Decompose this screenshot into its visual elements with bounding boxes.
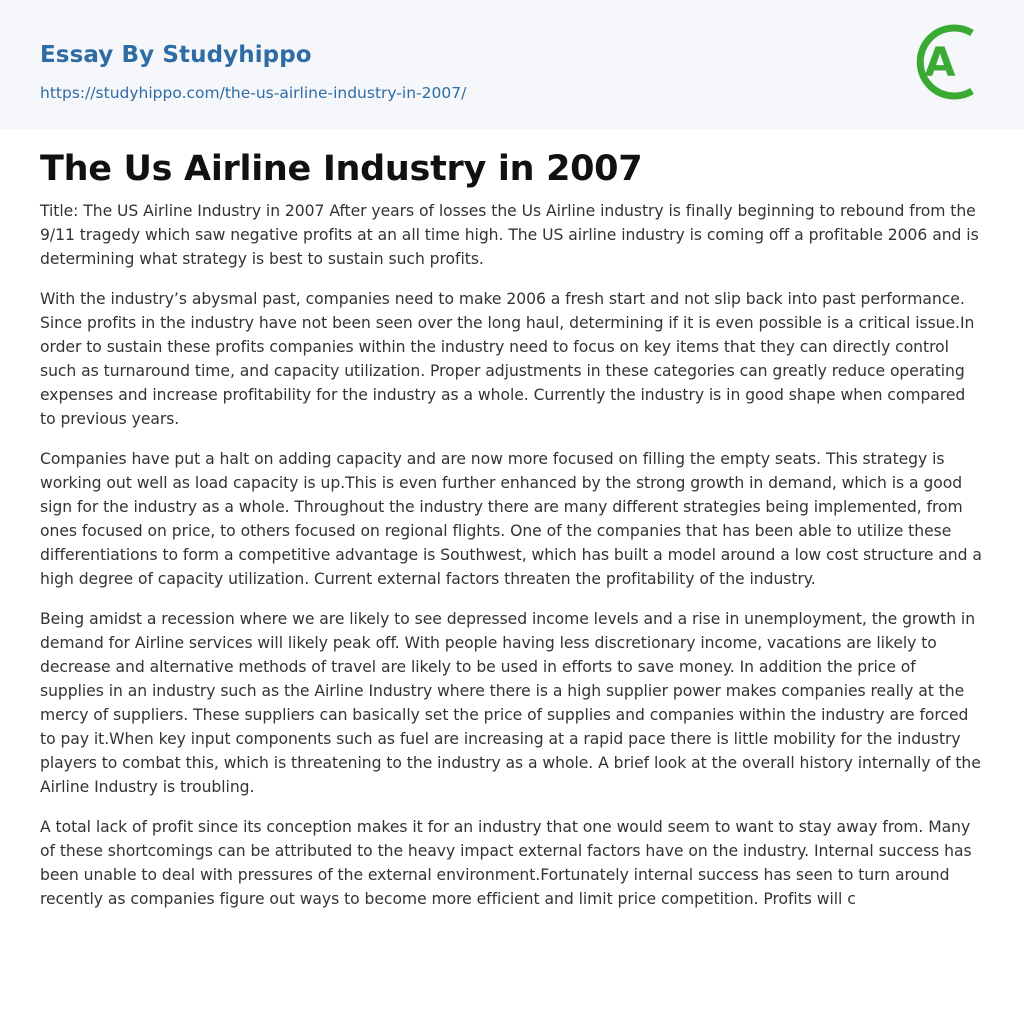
article-title: The Us Airline Industry in 2007 (40, 149, 643, 189)
paragraph: A total lack of profit since its conception makes it for an industry that one would seem to want to stay away from. Many of these shortcomings can be attributed to the heavy impact external factors have on the industry. Internal success has been unable to deal with pressures of the external environment.Fortunately internal success has seen to turn around recently as companies figure out ways to become more efficient and limit price competition. Profits will c (40, 818, 972, 908)
paragraph: With the industry’s abysmal past, companies need to make 2006 a fresh start and not slip back into past performance. Since profits in the industry have not been seen over the long haul, determining if it is even possible is a critical issue.In order to sustain these profits companies within the industry need to focus on key items that they can directly control such as turnaround time, and capacity utilization. Proper adjustments in these categories can greatly reduce operating expenses and increase profitability for the industry as a whole. Currently the industry is in good shape when compared to previous years. (40, 290, 975, 428)
studyhippo-logo-icon[interactable] (912, 19, 986, 105)
brand-title[interactable]: Essay By Studyhippo (40, 42, 312, 68)
article-body (0, 146, 1024, 911)
logo-letter: A (924, 40, 956, 86)
page-header (0, 0, 1024, 129)
paragraph: Being amidst a recession where we are likely to see depressed income levels and a rise in unemployment, the growth in demand for Airline services will likely peak off. With people having less discretionary income, vacations are likely to decrease and alternative methods of travel are likely to be used in efforts to save money. In addition the price of supplies in an industry such as the Airline Industry where there is a high supplier power makes companies really at the mercy of suppliers. These suppliers can basically set the price of supplies and companies within the industry are forced to pay it.When key input components such as fuel are increasing at a rapid pace there is little mobility for the industry players to combat this, which is threatening to the industry as a whole. A brief look at the overall history internally of the Airline Industry is troubling. (40, 610, 981, 796)
paragraph: Title: The US Airline Industry in 2007 After years of losses the Us Airline industry is finally beginning to rebound from the 9/11 tragedy which saw negative profits at an all time high. The US airline industry is coming off a profitable 2006 and is determining what strategy is best to sustain such profits. (40, 202, 979, 268)
paragraph: Companies have put a halt on adding capacity and are now more focused on filling the empty seats. This strategy is working out well as load capacity is up.This is even further enhanced by the strong growth in demand, which is a good sign for the industry as a whole. Throughout the industry there are many different strategies being implemented, from ones focused on price, to others focused on regional flights. One of the companies that has been able to utilize these differentiations to form a competitive advantage is Southwest, which has built a model around a low cost structure and a high degree of capacity utilization. Current external factors threaten the profitability of the industry. (40, 450, 982, 588)
source-url-link[interactable]: https://studyhippo.com/the-us-airline-industry-in-2007/ (40, 84, 467, 102)
